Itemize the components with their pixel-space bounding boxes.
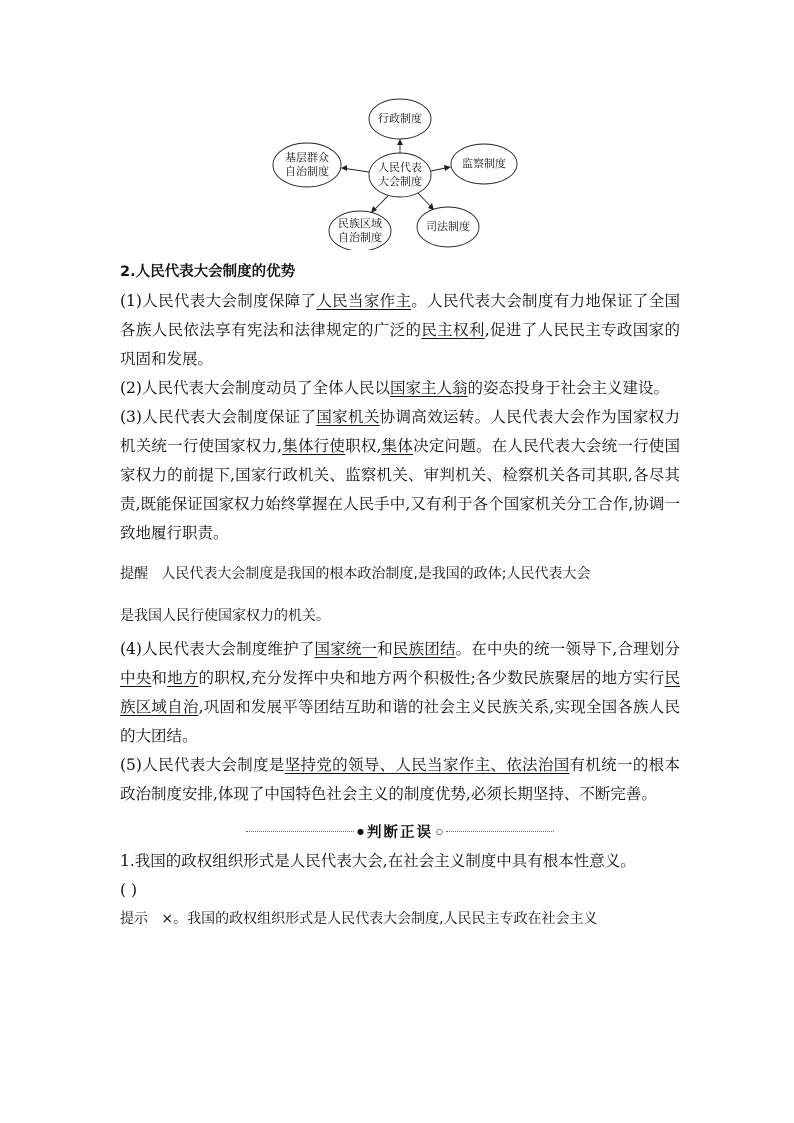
node-regional-autonomy-system: 民族区域 自治制度: [338, 217, 382, 244]
text: 。人民代表大会制度有力地保证了全国各族人民依法享有宪法和法律规定的广泛的: [120, 292, 680, 339]
paragraph-5: [120, 751, 680, 809]
underlined-term: 民主权利: [421, 321, 485, 339]
node-supervision-system: 监察制度: [462, 157, 506, 170]
underlined-term: 坚持党的领导、人民当家作主、依法治国: [284, 756, 570, 774]
political-system-diagram: [270, 98, 530, 250]
answer-paren: ( ): [120, 881, 138, 899]
node-npc-system: 人民代表 大会制度: [378, 161, 422, 188]
judge-section-divider: [120, 817, 680, 845]
text: 的职权,充分发挥中央和地方两个积极性;各少数民族聚居的地方实行: [198, 669, 665, 687]
paragraph-2: [120, 374, 680, 403]
text: 和: [377, 640, 393, 658]
text: (1)人民代表大会制度保障了: [120, 292, 317, 310]
section-heading: 2.人民代表大会制度的优势: [120, 264, 296, 280]
judge-tip: [120, 905, 680, 934]
reminder-label: 提醒: [120, 566, 148, 582]
divider-line: [246, 831, 354, 832]
node-grassroots-autonomy-system: 基层群众 自治制度: [285, 151, 329, 178]
reminder-line-1: [120, 560, 680, 589]
judge-section-title: 判断正误: [367, 824, 433, 841]
text: (3)人民代表大会制度保证了: [120, 408, 317, 426]
node-judicial-system: 司法制度: [426, 220, 470, 233]
paragraph-3: [120, 403, 680, 548]
reminder-line-2: 是我国人民行使国家权力的机关。: [120, 608, 330, 624]
text: 决定问题。在人民代表大会统一行使国家权力的前提下,国家行政机关、监察机关、审判机关、检察机关各司其职,各尽其责,既能保证国家权力始终掌握在人民手中,又有利于各个国家机关分工合作,协调一致地履行职责。: [120, 437, 680, 542]
tip-label: 提示: [120, 911, 148, 927]
text: ,促进了人民民主专政国家的巩固和发展。: [120, 321, 680, 368]
text: 的姿态投身于社会主义建设。: [467, 379, 669, 397]
paragraph-4: [120, 635, 680, 751]
underlined-term: 国家主人翁: [389, 379, 468, 397]
reminder-text: 人民代表大会制度是我国的根本政治制度,是我国的政体;人民代表大会: [161, 566, 591, 582]
text: (4)人民代表大会制度维护了: [120, 640, 315, 658]
text: 有机统一的根本政治制度安排,体现了中国特色社会主义的制度优势,必须长期坚持、不断完善。: [120, 756, 680, 803]
underlined-term: 国家统一: [314, 640, 378, 658]
text: 职权,: [345, 437, 382, 455]
underlined-term: 人民当家作主: [316, 292, 412, 310]
underlined-term: 民族团结: [392, 640, 456, 658]
judge-question-1: 1.我国的政权组织形式是人民代表大会,在社会主义制度中具有根本性意义。: [120, 852, 636, 870]
node-administrative-system: 行政制度: [378, 112, 422, 125]
main-content: [120, 258, 680, 934]
text: ,巩固和发展平等团结互助和谐的社会主义民族关系,实现全国各族人民的大团结。: [120, 698, 680, 745]
underlined-term: 集体: [381, 437, 414, 455]
reminder-note: [120, 560, 680, 589]
divider-line: [446, 831, 554, 832]
underlined-term: 地方: [167, 669, 199, 687]
divider-dot: ○: [436, 826, 443, 836]
underlined-term: 集体行使: [282, 437, 346, 455]
divider-dot: ●: [357, 826, 364, 836]
tip-text: ×。我国的政权组织形式是人民代表大会制度,人民民主专政在社会主义: [161, 911, 598, 927]
text: (5)人民代表大会制度是: [120, 756, 285, 774]
text: 和: [151, 669, 168, 687]
text: (2)人民代表大会制度动员了全体人民以: [120, 379, 390, 397]
underlined-term: 民族区域自治: [120, 669, 680, 716]
underlined-term: 中央: [120, 669, 152, 687]
text: 协调高效运转。人民代表大会作为国家权力机关统一行使国家权力,: [120, 408, 680, 455]
paragraph-1: [120, 287, 680, 374]
text: 。在中央的统一领导下,合理划分: [455, 640, 680, 658]
underlined-term: 国家机关: [316, 408, 380, 426]
